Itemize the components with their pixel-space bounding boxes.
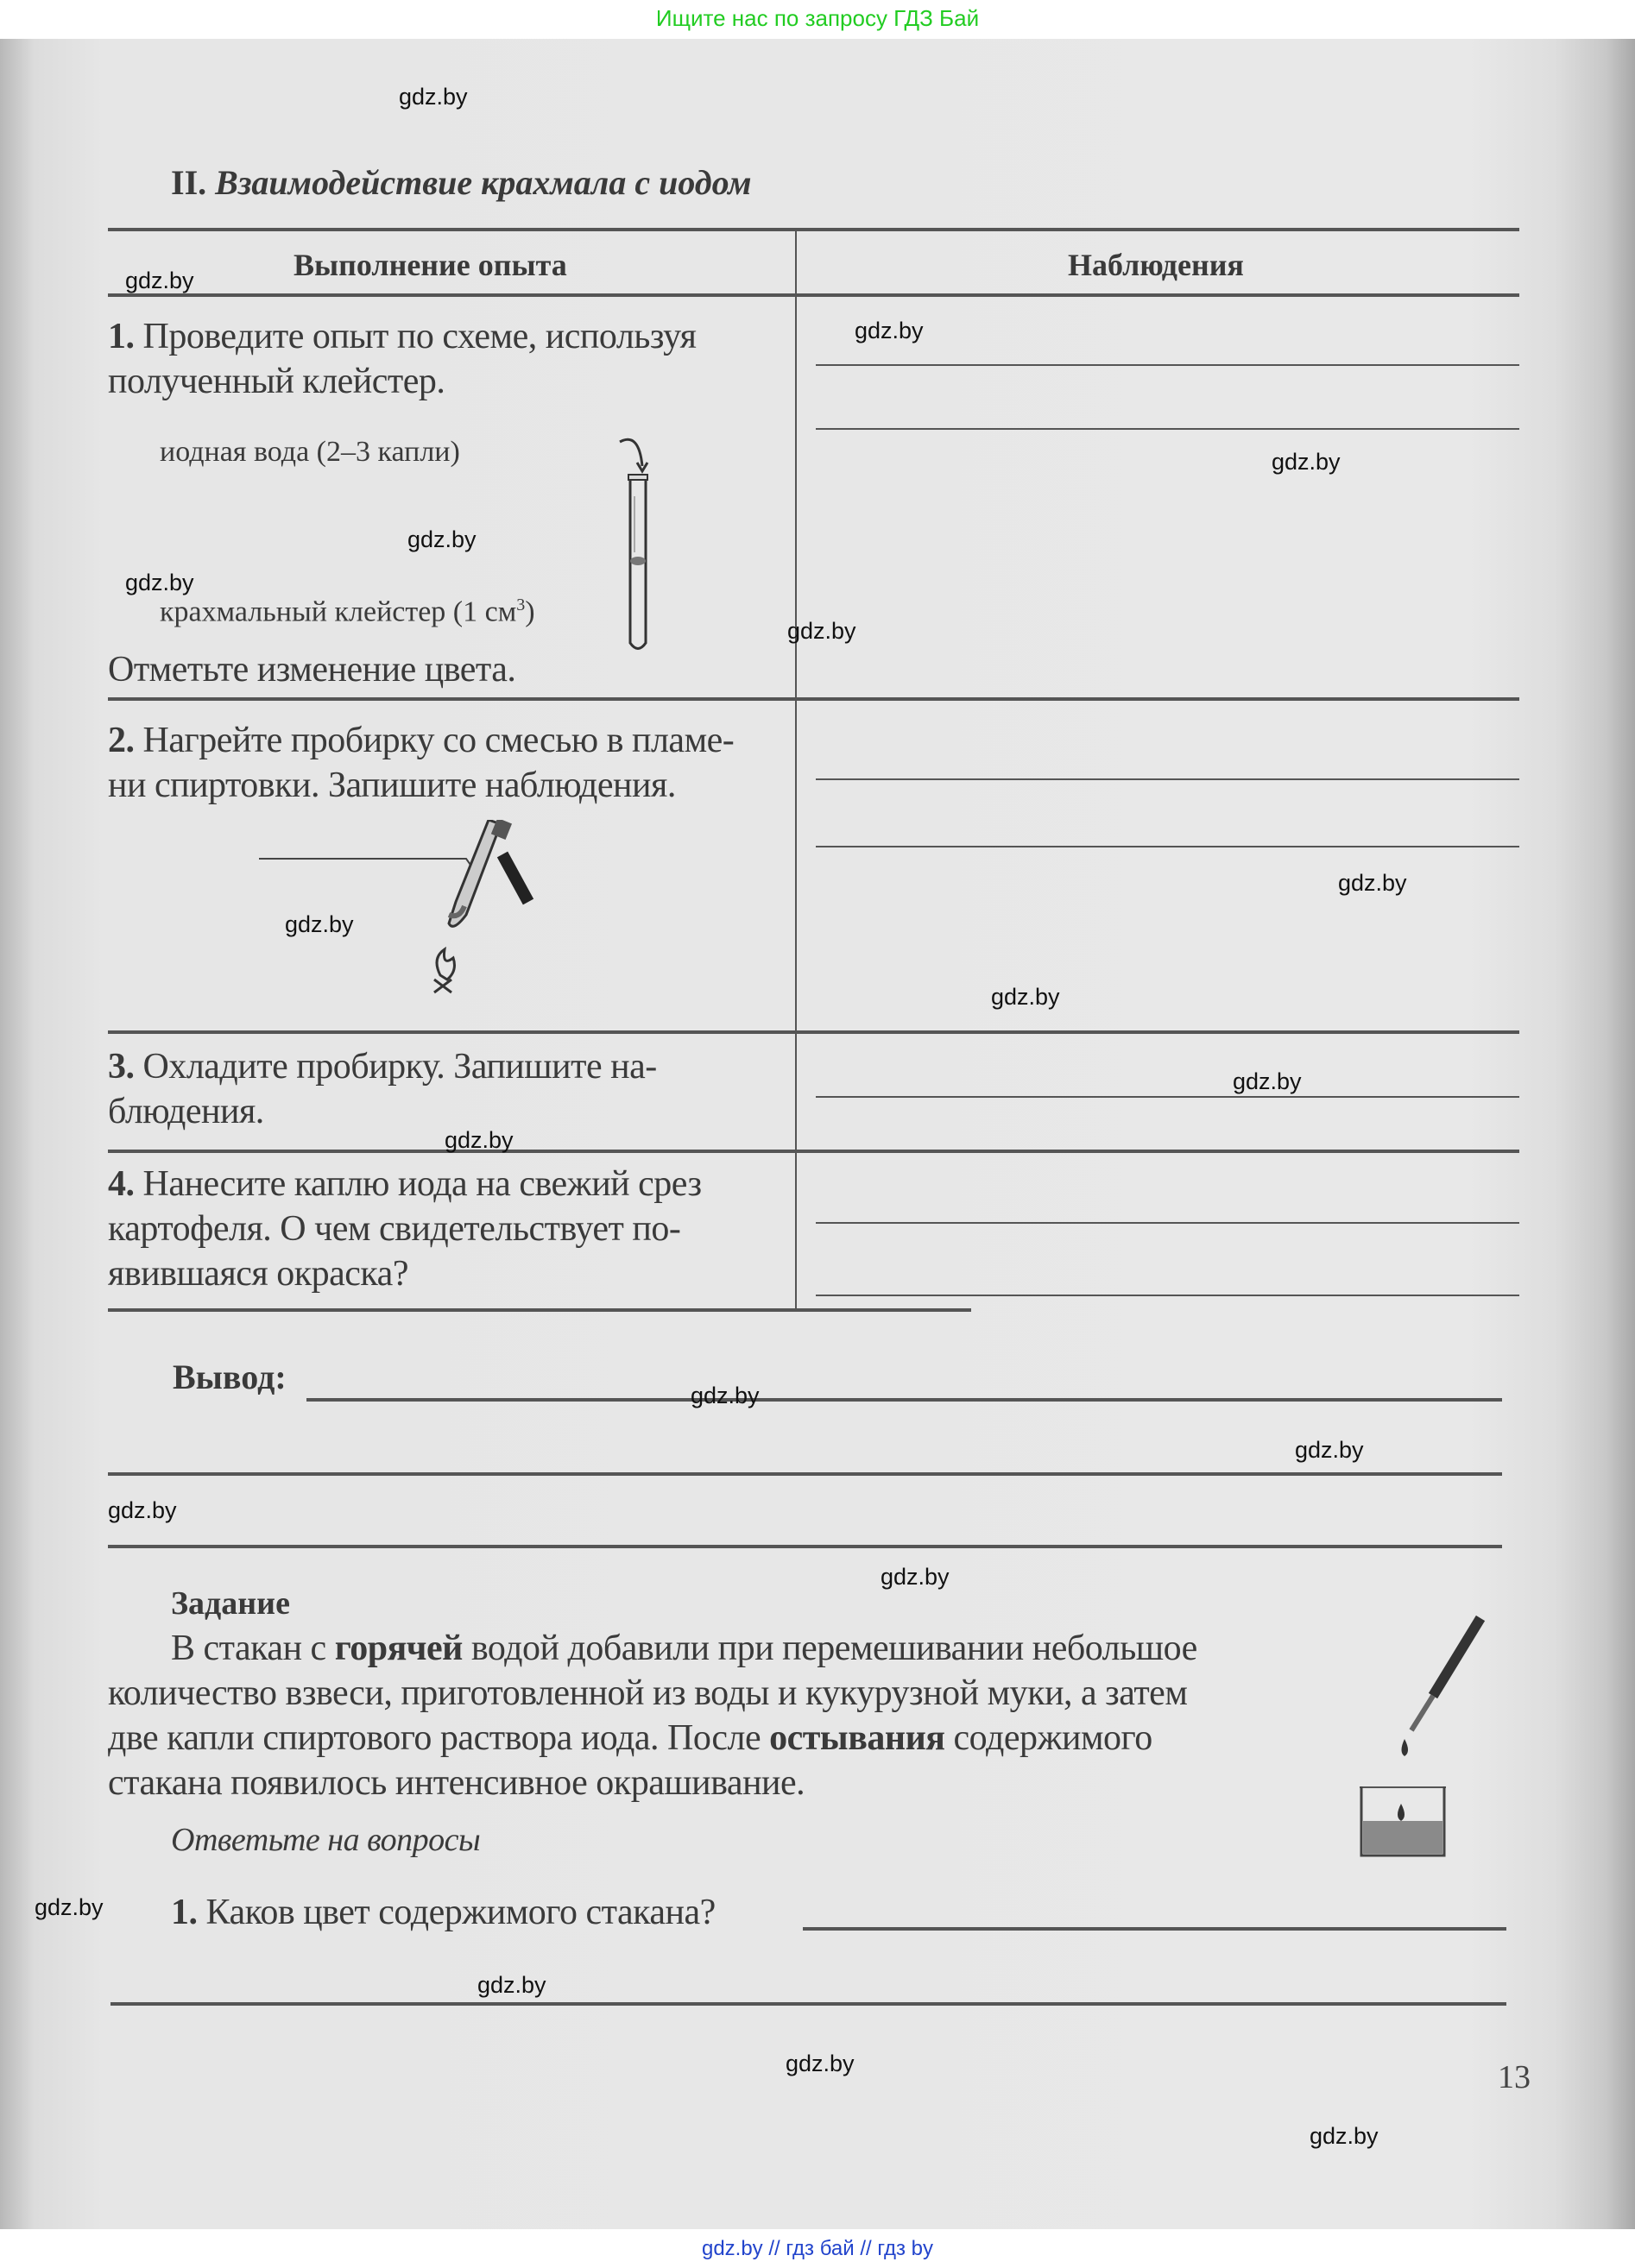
observation-line[interactable] bbox=[816, 1096, 1519, 1098]
watermark: gdz.by bbox=[1272, 449, 1341, 475]
row3-text: 3. Охладите пробирку. Запишите на- блюдения. bbox=[108, 1047, 657, 1131]
task-heading: Задание bbox=[171, 1585, 290, 1622]
observation-line[interactable] bbox=[816, 846, 1519, 847]
question-1: 1. Каков цвет содержимого стакана? bbox=[171, 1893, 716, 1932]
watermark: gdz.by bbox=[125, 570, 194, 595]
table-header-rule bbox=[108, 293, 1519, 297]
watermark: gdz.by bbox=[691, 1383, 760, 1408]
watermark: gdz.by bbox=[1310, 2123, 1379, 2149]
conclusion-line[interactable] bbox=[306, 1398, 1502, 1402]
conclusion-label: Вывод: bbox=[173, 1358, 287, 1396]
watermark: gdz.by bbox=[35, 1894, 104, 1920]
row-divider-3 bbox=[108, 1150, 1519, 1153]
starch-paste-label: крахмальный клейстер (1 $см^3$) bbox=[160, 595, 535, 628]
section-title-text: Взаимодействие крахмала с иодом bbox=[215, 163, 752, 202]
section-number: II. bbox=[171, 163, 207, 202]
watermark: gdz.by bbox=[407, 526, 477, 552]
header-observations: Наблюдения bbox=[1068, 248, 1244, 282]
table-top-rule bbox=[108, 228, 1519, 231]
row1-note: Отметьте изменение цвета. bbox=[108, 650, 516, 690]
iodine-water-label: иодная вода (2–3 капли) bbox=[160, 436, 460, 468]
bottom-banner[interactable] bbox=[0, 2229, 1635, 2268]
bottom-banner-links[interactable]: gdz.by // гдз бай // гдз by bbox=[701, 2237, 934, 2260]
watermark: gdz.by bbox=[786, 2051, 855, 2076]
top-banner-text[interactable]: Ищите нас по запросу ГДЗ Бай bbox=[655, 5, 980, 31]
answer-line[interactable] bbox=[110, 2002, 1506, 2006]
watermark: gdz.by bbox=[399, 84, 468, 110]
row1-text: 1. Проведите опыт по схеме, используя полученный клейстер. bbox=[108, 317, 697, 401]
section-title bbox=[171, 162, 752, 203]
watermark: gdz.by bbox=[285, 911, 354, 937]
table-column-divider bbox=[795, 228, 797, 1310]
watermark: gdz.by bbox=[445, 1127, 514, 1153]
watermark: gdz.by bbox=[1233, 1068, 1302, 1094]
watermark: gdz.by bbox=[108, 1497, 177, 1523]
watermark: gdz.by bbox=[1295, 1437, 1364, 1463]
observation-line[interactable] bbox=[816, 1295, 1519, 1296]
row-divider-1 bbox=[108, 697, 1519, 701]
header-procedure: Выполнение опыта bbox=[294, 248, 567, 282]
row2-text: 2. Нагрейте пробирку со смесью в пламе- ни спиртовки. Запишите наблюдения. bbox=[108, 721, 735, 805]
watermark: gdz.by bbox=[477, 1972, 546, 1998]
top-banner[interactable] bbox=[0, 0, 1635, 39]
dropper-and-beaker-icon bbox=[1351, 1610, 1524, 1860]
watermark: gdz.by bbox=[855, 318, 924, 343]
row1-num: 1. bbox=[108, 317, 135, 356]
test-tube-with-drop-icon bbox=[604, 432, 673, 665]
answer-line[interactable] bbox=[803, 1927, 1506, 1931]
observation-line[interactable] bbox=[816, 778, 1519, 780]
row-divider-2 bbox=[108, 1030, 1519, 1034]
watermark: gdz.by bbox=[991, 984, 1060, 1010]
page-number: 13 bbox=[1498, 2059, 1531, 2095]
observation-line[interactable] bbox=[816, 428, 1519, 430]
watermark: gdz.by bbox=[881, 1564, 950, 1590]
watermark: gdz.by bbox=[787, 618, 856, 644]
conclusion-line[interactable] bbox=[108, 1472, 1502, 1476]
conclusion-line[interactable] bbox=[108, 1545, 1502, 1548]
task-subheading: Ответьте на вопросы bbox=[171, 1822, 481, 1858]
watermark: gdz.by bbox=[1338, 870, 1407, 896]
observation-line[interactable] bbox=[816, 364, 1519, 366]
observation-line[interactable] bbox=[816, 1222, 1519, 1224]
task-text: В стакан с горячей водой добавили при перемешивании небольшое количество взвеси, приготовленной из воды и кукурузной муки, а затем две капли спиртового раствора иода. После остывания содержимого стакана появилось интенсивное окрашивание. bbox=[108, 1629, 1197, 1803]
row4-text: 4. Нанесите каплю иода на свежий срез картофеля. О чем свидетельствует по- явившаяся окраска? bbox=[108, 1164, 702, 1294]
row-divider-4 bbox=[108, 1308, 971, 1312]
watermark: gdz.by bbox=[125, 268, 194, 293]
